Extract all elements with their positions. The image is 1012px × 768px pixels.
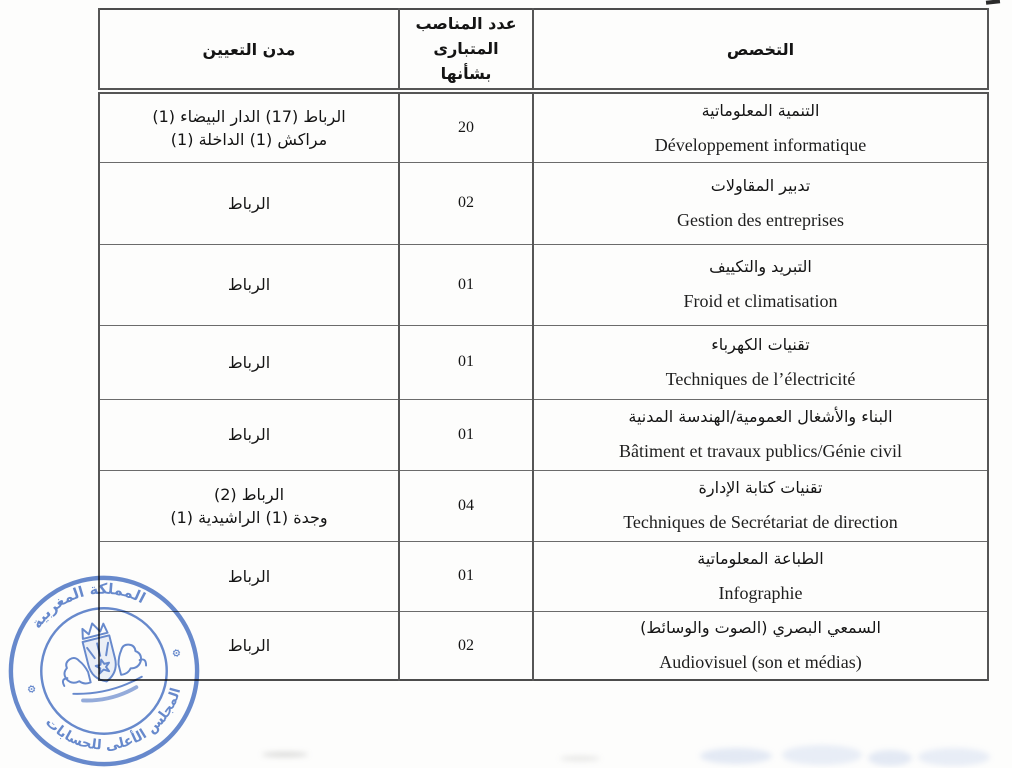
cities-line: الرباط (2) — [213, 484, 285, 504]
stamp-bottom-text: المجلس الأعلى للحسابات — [42, 686, 185, 754]
specialization-cell — [533, 244, 988, 325]
table-row — [99, 470, 988, 541]
positions-cell: 01 — [399, 244, 533, 325]
specialization-cell — [533, 91, 988, 162]
specialization-cell — [533, 611, 988, 680]
scan-artifact — [560, 756, 600, 761]
cities-line: مراكش (1) الداخلة (1) — [170, 130, 328, 150]
specialization-cell — [533, 470, 988, 541]
cities-line: الرباط — [227, 275, 271, 295]
specialization-arabic: السمعي البصري (الصوت والوسائط) — [640, 618, 881, 638]
header-positions-line1: عدد المناصب — [415, 14, 517, 33]
header-specialization — [533, 9, 988, 91]
specialization-arabic: تدبير المقاولات — [710, 175, 811, 195]
table-row — [99, 244, 988, 325]
cities-line: الرباط — [227, 352, 271, 372]
cities-line: الرباط — [227, 193, 271, 213]
specialization-arabic: البناء والأشغال العمومية/الهندسة المدنية — [628, 407, 893, 427]
positions-cell: 01 — [399, 541, 533, 611]
specialization-french: Bâtiment et travaux publics/Génie civil — [619, 441, 902, 462]
positions-cell: 01 — [399, 325, 533, 399]
cities-cell — [99, 541, 399, 611]
cities-line: وجدة (1) الراشيدية (1) — [170, 507, 328, 527]
scan-artifact — [700, 748, 772, 764]
page-corner-mark — [986, 0, 1000, 5]
specialization-arabic: تقنيات كتابة الإدارة — [698, 478, 823, 498]
specialization-french: Développement informatique — [654, 134, 867, 155]
table-header-row — [99, 9, 988, 91]
table-row — [99, 91, 988, 162]
specialization-french: Gestion des entreprises — [677, 209, 844, 230]
scan-artifact — [918, 748, 990, 766]
cities-cell — [99, 244, 399, 325]
positions-cell: 20 — [399, 91, 533, 162]
positions-cell: 02 — [399, 162, 533, 244]
specialization-french: Froid et climatisation — [683, 291, 838, 312]
specialization-french: Techniques de Secrétariat de direction — [623, 512, 898, 533]
positions-cell: 01 — [399, 399, 533, 470]
cities-line: الرباط — [227, 425, 271, 445]
scan-artifact — [868, 750, 912, 766]
stamp-ornament-right: ۞ — [169, 647, 186, 659]
table-row — [99, 162, 988, 244]
header-positions-line2: المتبارى بشأنها — [433, 38, 499, 83]
specialization-french: Techniques de l’électricité — [665, 368, 856, 389]
cities-line: الرباط (17) الدار البيضاء (1) — [152, 107, 346, 127]
positions-table — [98, 8, 989, 681]
specialization-french: Infographie — [718, 582, 803, 603]
scan-artifact — [262, 752, 308, 757]
cities-cell — [99, 162, 399, 244]
stamp-ornament-left: ۞ — [22, 683, 39, 695]
cities-cell — [99, 325, 399, 399]
cities-cell — [99, 91, 399, 162]
positions-cell: 04 — [399, 470, 533, 541]
specialization-arabic: تقنيات الكهرباء — [711, 334, 810, 354]
specialization-cell — [533, 162, 988, 244]
table-row — [99, 611, 988, 680]
positions-cell: 02 — [399, 611, 533, 680]
stamp-top-text: المملكة المغربية — [28, 580, 149, 632]
table-row — [99, 541, 988, 611]
cities-cell — [99, 611, 399, 680]
table-row — [99, 399, 988, 470]
specialization-arabic: التنمية المعلوماتية — [701, 100, 820, 120]
scan-artifact — [782, 745, 862, 765]
specialization-cell — [533, 399, 988, 470]
specialization-cell — [533, 325, 988, 399]
specialization-arabic: التبريد والتكييف — [709, 257, 812, 277]
specialization-cell — [533, 541, 988, 611]
cities-line: الرباط — [227, 636, 271, 656]
header-cities — [99, 9, 399, 91]
header-positions — [399, 9, 533, 91]
header-cities-label: مدن التعيين — [202, 39, 296, 59]
cities-cell — [99, 470, 399, 541]
header-specialization-label: التخصص — [726, 39, 795, 59]
cities-line: الرباط — [227, 566, 271, 586]
table-row — [99, 325, 988, 399]
specialization-arabic: الطباعة المعلوماتية — [697, 548, 824, 568]
specialization-french: Audiovisuel (son et médias) — [659, 652, 862, 673]
cities-cell — [99, 399, 399, 470]
